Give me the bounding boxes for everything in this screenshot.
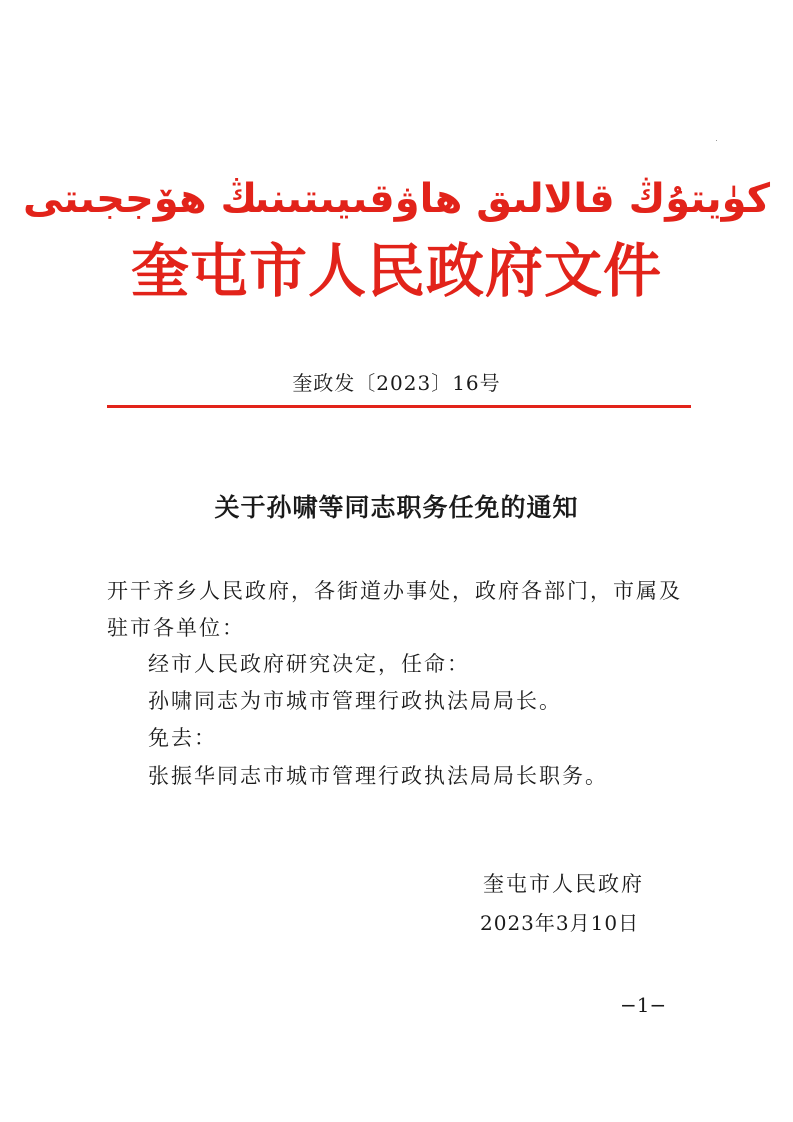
scan-speck xyxy=(716,140,717,141)
addressee-paragraph: 开干齐乡人民政府，各街道办事处，政府各部门，市属及驻市各单位： xyxy=(107,579,682,640)
signature-date: 2023年3月10日 xyxy=(480,911,640,935)
red-divider-line xyxy=(107,405,691,408)
notice-title: 关于孙啸等同志职务任免的通知 xyxy=(214,493,579,522)
uyghur-header-title: كۈيتۇڭ قالالىق ھاۋقىيىتىنىڭ ھۆججىتى xyxy=(22,176,770,222)
signature-organization: 奎屯市人民政府 xyxy=(483,872,644,896)
body-paragraph-appoint-intro: 经市人民政府研究决定，任命： xyxy=(148,652,470,676)
page-number: −1− xyxy=(620,993,667,1017)
document-number: 奎政发〔2023〕16号 xyxy=(292,371,501,395)
body-paragraph-dismissal: 张振华同志市城市管理行政执法局局长职务。 xyxy=(148,764,608,788)
body-paragraph-dismiss-intro: 免去： xyxy=(148,726,217,750)
body-paragraph-appointment: 孙啸同志为市城市管理行政执法局局长。 xyxy=(148,689,562,713)
document-issuer-title: 奎屯市人民政府文件 xyxy=(130,237,662,305)
